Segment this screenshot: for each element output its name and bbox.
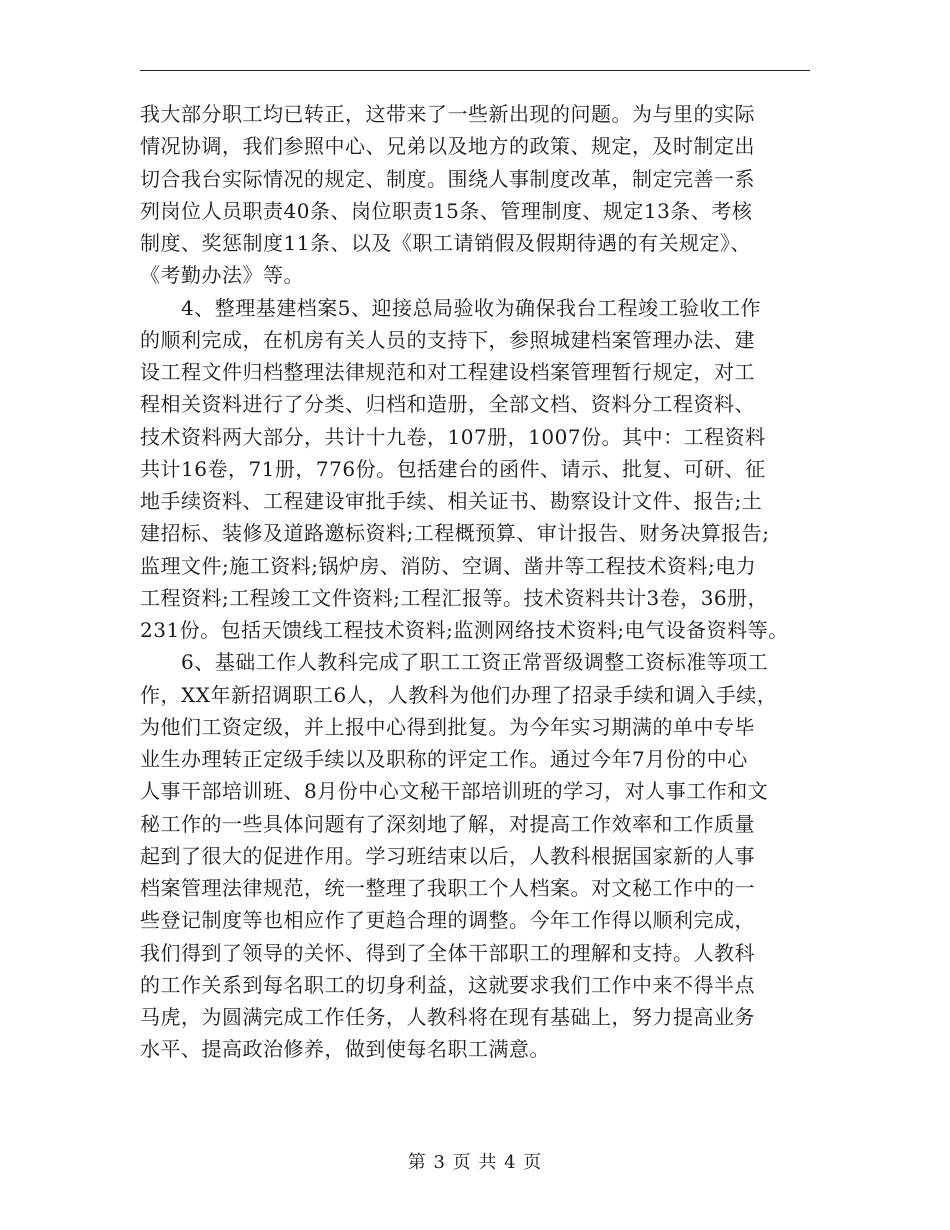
text-line: 《考勤办法》等。 [140,263,304,288]
text-line: 制度、奖惩制度11条、以及《职工请销假及假期待遇的有关规定》、 [140,231,751,255]
text-line: 切合我台实际情况的规定、制度。围绕人事制度改革，制定完善一系 [140,166,755,191]
text-line: 人事干部培训班、8月份中心文秘干部培训班的学习，对人事工作和文 [140,779,769,804]
text-line: 为他们工资定级，并上报中心得到批复。为今年实习期满的单中专毕 [140,714,755,739]
text-line: 监理文件;施工资料;锅炉房、消防、空调、凿井等工程技术资料;电力 [140,553,757,578]
text-line: 起到了很大的促进作用。学习班结束以后，人教科根据国家新的人事 [140,843,755,868]
header-rule [140,70,810,71]
text-line: 档案管理法律规范，统一整理了我职工个人档案。对文秘工作中的一 [140,876,755,900]
text-line: 地手续资料、工程建设审批手续、相关证书、勘察设计文件、报告;土 [140,489,763,513]
text-line: 4、整理基建档案5、迎接总局验收为确保我台工程竣工验收工作 [140,295,761,320]
text-line: 共计16卷，71册，776份。包括建台的函件、请示、批复、可研、征 [140,456,766,481]
text-line: 我们得到了领导的关怀、得到了全体干部职工的理解和支持。人教科 [140,940,755,965]
body-text [140,98,820,1066]
text-line: 我大部分职工均已转正，这带来了一些新出现的问题。为与里的实际 [140,102,755,126]
text-line: 秘工作的一些具体问题有了深刻地了解，对提高工作效率和工作质量 [140,811,755,836]
text-line: 的工作关系到每名职工的切身利益，这就要求我们工作中来不得半点 [140,972,755,997]
text-line: 231份。包括天馈线工程技术资料;监测网络技术资料;电气设备资料等。 [140,618,789,642]
text-line: 程相关资料进行了分类、归档和造册，全部文档、资料分工程资料、 [140,392,755,417]
text-line: 业生办理转正定级手续以及职称的评定工作。通过今年7月份的中心 [140,747,748,771]
text-line: 技术资料两大部分，共计十九卷，107册，1007份。其中：工程资料 [140,424,766,449]
text-line: 马虎，为圆满完成工作任务，人教科将在现有基础上，努力提高业务 [140,1005,755,1029]
text-line: 作，XX年新招调职工6人，人教科为他们办理了招录手续和调入手续， [140,682,778,707]
text-line: 情况协调，我们参照中心、兄弟以及地方的政策、规定，及时制定出 [140,134,755,159]
text-line: 的顺利完成，在机房有关人员的支持下，参照城建档案管理办法、建 [140,327,755,352]
text-line: 6、基础工作人教科完成了职工工资正常晋级调整工资标准等项工 [140,650,769,675]
page-number-footer: 第 3 页 共 4 页 [407,1152,543,1173]
text-line: 水平、提高政治修养，做到使每名职工满意。 [140,1037,550,1062]
text-line: 建招标、装修及道路邀标资料;工程概预算、审计报告、财务决算报告; [140,521,770,546]
text-line: 列岗位人员职责40条、岗位职责15条、管理制度、规定13条、考核 [140,198,753,223]
text-line: 设工程文件归档整理法律规范和对工程建设档案管理暂行规定，对工 [140,360,755,384]
text-line: 些登记制度等也相应作了更趋合理的调整。今年工作得以顺利完成， [140,908,755,933]
text-line: 工程资料;工程竣工文件资料;工程汇报等。技术资料共计3卷，36册， [140,585,769,610]
